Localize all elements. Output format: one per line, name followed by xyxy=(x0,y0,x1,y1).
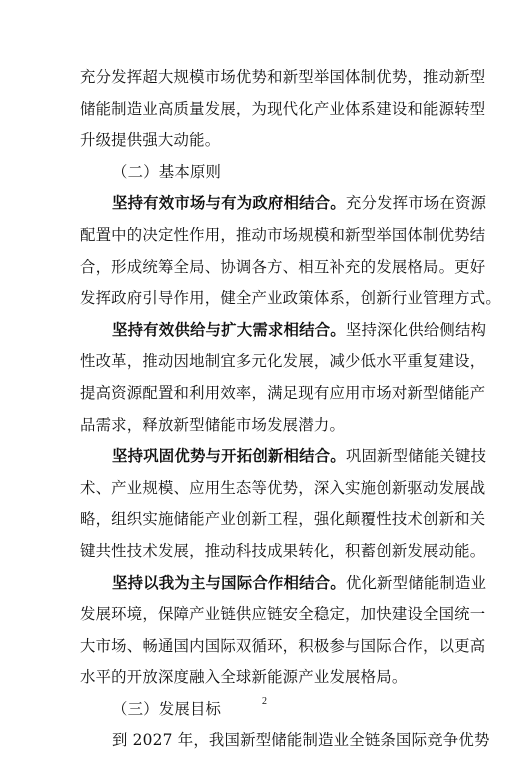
principle-4-line-3: 大市场、畅通国内国际双循环，积极参与国际合作，以更高 xyxy=(80,636,486,655)
principle-4-lead: 坚持以我为主与国际合作相结合。 xyxy=(112,573,346,592)
principle-1-line-2: 配置中的决定性作用，推动市场规模和新型举国体制优势结 xyxy=(80,225,486,244)
principle-4-first-line-rest: 优化新型储能制造业 xyxy=(345,573,487,592)
principle-3-first-line-rest: 巩固新型储能关键技 xyxy=(345,447,487,466)
principle-2-line-2: 性改革，推动因地制宜多元化发展，减少低水平重复建设， xyxy=(80,352,486,371)
document-body xyxy=(80,62,501,757)
principle-4-line-4: 水平的开放深度融入全球新能源产业发展格局。 xyxy=(80,668,408,687)
principle-1-lead: 坚持有效市场与有为政府相结合。 xyxy=(112,194,346,213)
principle-3-first-line xyxy=(80,441,487,473)
page-number: 2 xyxy=(262,696,267,707)
intro-line-3: 升级提供强大动能。 xyxy=(80,131,221,150)
principle-3-line-3: 略，组织实施储能产业创新工程，强化颠覆性技术创新和关 xyxy=(80,510,486,529)
principle-3-line-4: 键共性技术发展，推动科技成果转化，积蓄创新发展动能。 xyxy=(80,541,486,560)
principle-2-line-3: 提高资源配置和利用效率，满足现有应用市场对新型储能产 xyxy=(80,383,486,402)
goal-first-line: 到 2027 年，我国新型储能制造业全链条国际竞争优势 xyxy=(112,731,490,750)
principle-1-line-3: 合，形成统筹全局、协调各方、相互补充的发展格局。更好 xyxy=(80,257,486,276)
principle-3-lead: 坚持巩固优势与开拓创新相结合。 xyxy=(112,447,346,466)
principle-1-line-4: 发挥政府引导作用，健全产业政策体系，创新行业管理方式。 xyxy=(80,289,501,308)
intro-line-1: 充分发挥超大规模市场优势和新型举国体制优势，推动新型 xyxy=(80,68,486,86)
section-heading-development-goals: （三）发展目标 xyxy=(112,699,222,718)
principle-3-line-2: 术、产业规模、应用生态等优势，深入实施创新驱动发展战 xyxy=(80,478,486,497)
intro-line-2: 储能制造业高质量发展，为现代化产业体系建设和能源转型 xyxy=(80,99,486,118)
principle-1-first-line-rest: 充分发挥市场在资源 xyxy=(345,194,487,213)
principle-1-first-line xyxy=(80,188,487,220)
principle-2-lead: 坚持有效供给与扩大需求相结合。 xyxy=(112,320,346,339)
principle-4-first-line xyxy=(80,568,487,600)
principle-2-line-4: 品需求，释放新型储能市场发展潜力。 xyxy=(80,415,346,434)
principle-4-line-2: 发展环境，保障产业链供应链安全稳定，加快建设全国统一 xyxy=(80,605,486,624)
section-heading-basic-principles: （二）基本原则 xyxy=(112,162,222,181)
principle-2-first-line xyxy=(80,315,487,347)
principle-2-first-line-rest: 坚持深化供给侧结构 xyxy=(345,320,487,339)
